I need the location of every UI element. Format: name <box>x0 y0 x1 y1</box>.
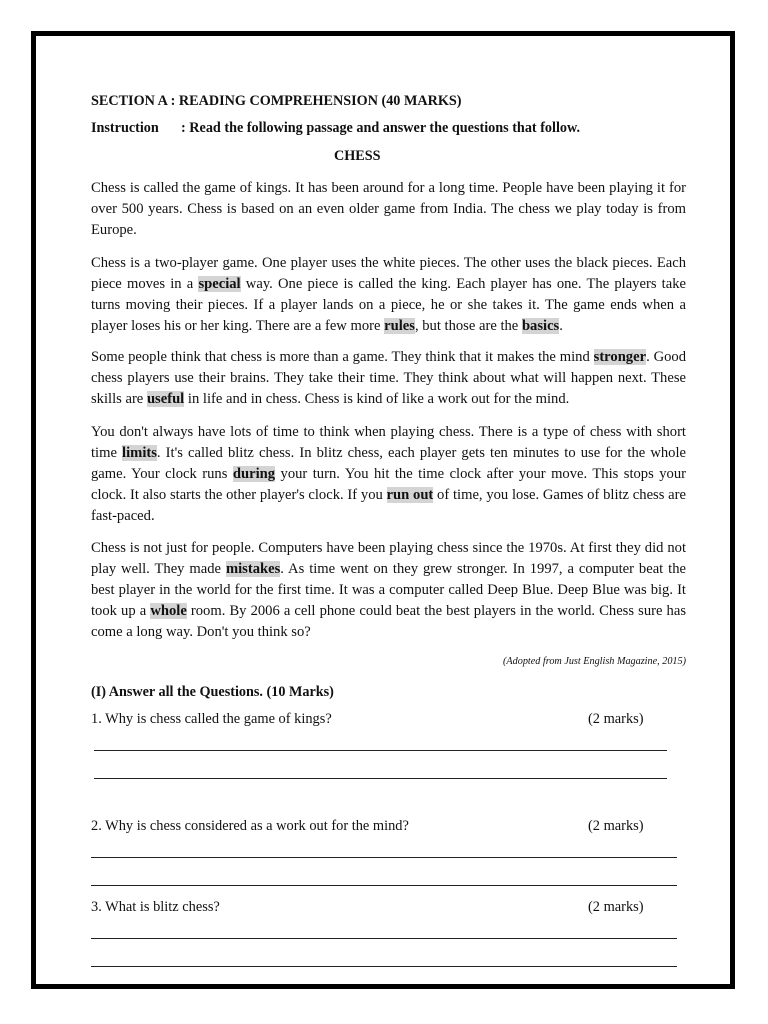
paragraph-text: in life and in chess. Chess is kind of like a work out for the mind. <box>184 391 570 407</box>
paragraph-text: . As time went on they grew stronger. In 1997, a computer beat the best player in the world for the first time. It was a computer called Deep Blue. Deep Blue was big. It took up a <box>91 561 686 619</box>
question-marks: (2 marks) <box>588 899 644 915</box>
paragraph-text: . It's called blitz chess. In blitz chess, each player gets ten minutes to use for the whole game. Your clock runs <box>91 445 686 482</box>
answer-line[interactable] <box>91 938 677 939</box>
paragraph-text: . <box>559 318 563 334</box>
vocab-special: special <box>198 276 241 292</box>
question-2 <box>91 818 686 835</box>
question-marks: (2 marks) <box>588 711 644 727</box>
passage-title: CHESS <box>334 148 381 164</box>
question-3 <box>91 899 686 916</box>
section-title: SECTION A : READING COMPREHENSION (40 MARKS) <box>91 93 462 109</box>
vocab-run-out: run out <box>386 487 434 503</box>
paragraph-text: your turn. You hit the time clock after your move. This stops your clock. It also starts the other player's clock. If you <box>91 466 687 503</box>
passage-paragraph-4 <box>91 422 686 527</box>
passage-paragraph-3 <box>91 347 686 410</box>
vocab-rules: rules <box>384 318 415 334</box>
vocab-limits: limits <box>122 445 157 461</box>
paragraph-text: Chess is a two-player game. One player uses the white pieces. The other uses the black pieces. Each piece moves in a <box>91 255 686 292</box>
paragraph-text: . Good chess players use their brains. They take their time. They think about what will happen next. These skills are <box>91 349 686 407</box>
vocab-whole: whole <box>150 603 187 619</box>
paragraph-text: of time, you lose. Games of blitz chess are fast-paced. <box>91 487 686 524</box>
answer-line[interactable] <box>94 750 667 751</box>
vocab-during: during <box>232 466 276 482</box>
question-text: 1. Why is chess called the game of kings? <box>91 711 332 727</box>
instruction-label: Instruction <box>91 120 159 136</box>
answer-line[interactable] <box>91 885 677 886</box>
answer-line[interactable] <box>91 966 677 967</box>
paragraph-text: room. By 2006 a cell phone could beat the best players in the world. Chess sure has come a long way. Don't you think so? <box>91 603 687 640</box>
instruction-line <box>91 120 580 137</box>
vocab-useful: useful <box>146 391 185 407</box>
paragraph-text: Some people think that chess is more than a game. They think that it makes the mind <box>91 349 594 365</box>
passage-paragraph-2 <box>91 253 686 337</box>
question-text: 3. What is blitz chess? <box>91 899 220 915</box>
instruction-text: : Read the following passage and answer the questions that follow. <box>181 120 580 136</box>
vocab-basics: basics <box>521 318 560 334</box>
paragraph-text: Chess is not just for people. Computers have been playing chess since the 1970s. At first they did not play well. They made <box>91 540 686 577</box>
source-citation: (Adopted from Just English Magazine, 2015) <box>503 656 686 667</box>
vocab-mistakes: mistakes <box>225 561 281 577</box>
paragraph-text: , but those are the <box>414 318 522 334</box>
question-text: 2. Why is chess considered as a work out for the mind? <box>91 818 409 834</box>
question-1 <box>91 711 686 728</box>
passage-paragraph-5 <box>91 538 686 643</box>
answer-line[interactable] <box>94 778 667 779</box>
questions-heading: (I) Answer all the Questions. (10 Marks) <box>91 684 334 700</box>
paragraph-text: You don't always have lots of time to think when playing chess. There is a type of chess with short time <box>91 424 686 461</box>
passage-paragraph-1: Chess is called the game of kings. It has been around for a long time. People have been playing it for over 500 years. Chess is based on an even older game from India. The chess we play today is from Europe. <box>91 180 686 238</box>
question-marks: (2 marks) <box>588 818 644 834</box>
vocab-stronger: stronger <box>593 349 647 365</box>
answer-line[interactable] <box>91 857 677 858</box>
paragraph-text: way. One piece is called the king. Each player has one. The players take turns moving their pieces. If a player lands on a piece, he or she takes it. The game ends when a player loses his or her king. There are a few more <box>91 276 686 334</box>
